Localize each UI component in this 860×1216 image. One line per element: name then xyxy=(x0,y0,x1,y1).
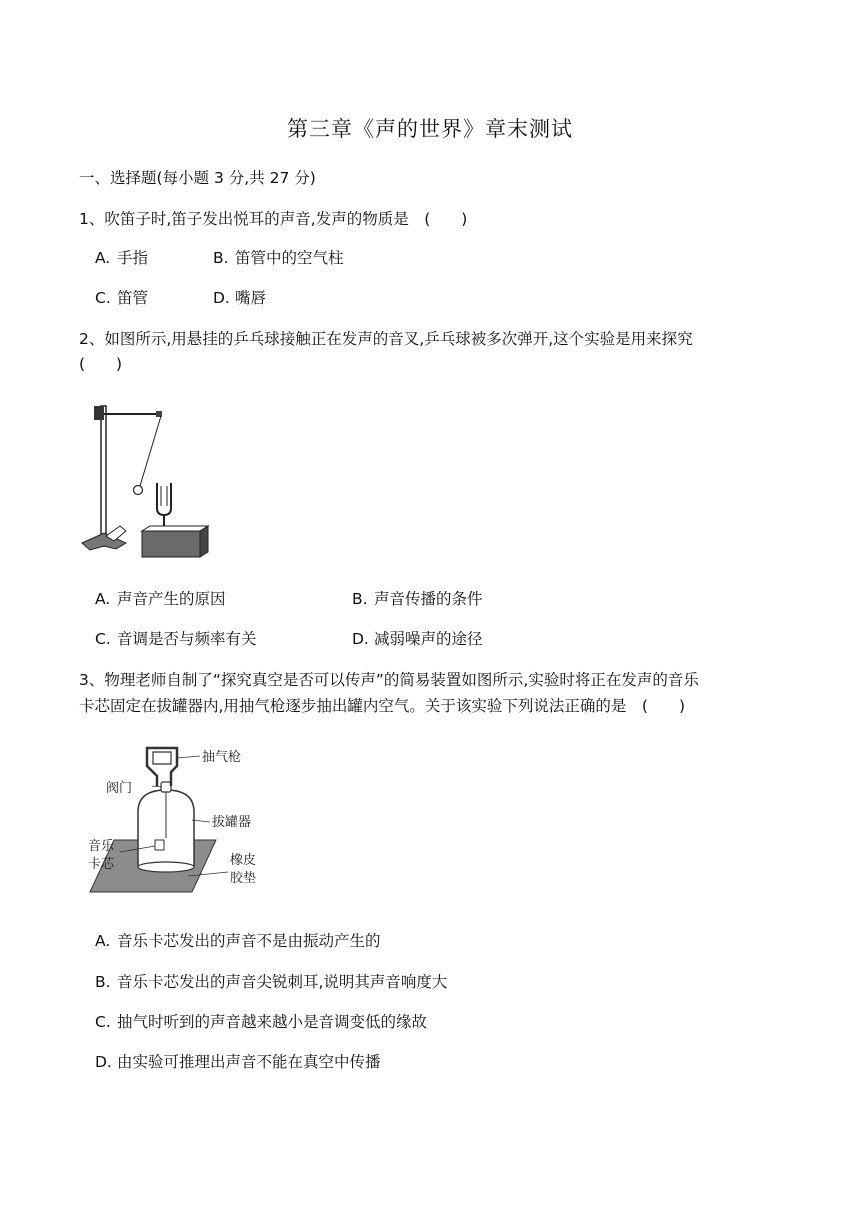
valve-label: 阀门 xyxy=(106,781,133,796)
option-text: 减弱噪声的途径 xyxy=(374,630,483,648)
option-text: 笛管中的空气柱 xyxy=(235,249,344,267)
q3-option-a xyxy=(95,931,381,951)
option-key: D. xyxy=(213,289,230,307)
section-heading: 一、选择题(每小题 3 分,共 27 分) xyxy=(79,169,316,187)
question-2-stem-line-1: 2、如图所示,用悬挂的乒乓球接触正在发声的音叉,乒乓球被多次弹开,这个实验是用来探究 xyxy=(79,330,693,348)
option-key: A. xyxy=(95,249,111,267)
option-key: C. xyxy=(95,630,111,648)
option-text: 嘴唇 xyxy=(235,289,267,307)
option-text: 音乐卡芯发出的声音尖锐刺耳,说明其声音响度大 xyxy=(117,973,448,991)
q1-option-d xyxy=(213,288,266,308)
chip-label-1: 音乐 xyxy=(88,839,115,854)
option-text: 音乐卡芯发出的声音不是由振动产生的 xyxy=(117,932,381,950)
question-3-stem-line-1: 3、物理老师自制了“探究真空是否可以传声”的简易装置如图所示,实验时将正在发声的音乐 xyxy=(79,671,699,689)
q2-option-a xyxy=(95,589,226,609)
option-text: 音调是否与频率有关 xyxy=(117,630,257,648)
option-key: D. xyxy=(95,1053,112,1071)
option-key: B. xyxy=(95,973,111,991)
question-2-stem-line-2: ( ) xyxy=(79,355,123,373)
option-key: C. xyxy=(95,289,111,307)
option-key: D. xyxy=(352,630,369,648)
option-text: 手指 xyxy=(117,249,149,267)
tuning-fork-diagram xyxy=(80,398,210,568)
q2-option-b xyxy=(352,589,483,609)
option-text: 抽气时听到的声音越来越小是音调变低的缘故 xyxy=(117,1013,428,1031)
page-title: 第三章《声的世界》章末测试 xyxy=(287,117,573,141)
q1-option-c xyxy=(95,288,148,308)
cup-label: 拔罐器 xyxy=(212,815,252,830)
q3-option-b xyxy=(95,972,447,992)
tuning-fork-figure xyxy=(80,398,210,568)
pad-label-1: 橡皮 xyxy=(230,853,257,868)
q3-option-c xyxy=(95,1012,427,1032)
q2-option-d xyxy=(352,629,483,649)
pad-label-2: 胶垫 xyxy=(230,871,257,886)
option-key: B. xyxy=(352,590,368,608)
q3-option-d xyxy=(95,1052,381,1072)
option-key: A. xyxy=(95,932,111,950)
option-text: 由实验可推理出声音不能在真空中传播 xyxy=(117,1053,381,1071)
q1-option-b xyxy=(213,248,344,268)
option-text: 声音传播的条件 xyxy=(374,590,483,608)
option-key: C. xyxy=(95,1013,111,1031)
q1-option-a xyxy=(95,248,148,268)
question-1-stem: 1、吹笛子时,笛子发出悦耳的声音,发声的物质是 ( ) xyxy=(79,210,468,228)
option-key: B. xyxy=(213,249,229,267)
question-3-stem-line-2: 卡芯固定在拔罐器内,用抽气枪逐步抽出罐内空气。关于该实验下列说法正确的是 ( ) xyxy=(79,697,686,715)
option-text: 笛管 xyxy=(117,289,149,307)
vacuum-cup-diagram xyxy=(80,740,270,900)
q2-option-c xyxy=(95,629,257,649)
pump-label: 抽气枪 xyxy=(202,750,242,765)
option-key: A. xyxy=(95,590,111,608)
chip-label-2: 卡芯 xyxy=(88,857,115,872)
option-text: 声音产生的原因 xyxy=(117,590,226,608)
vacuum-cup-figure xyxy=(80,740,270,900)
